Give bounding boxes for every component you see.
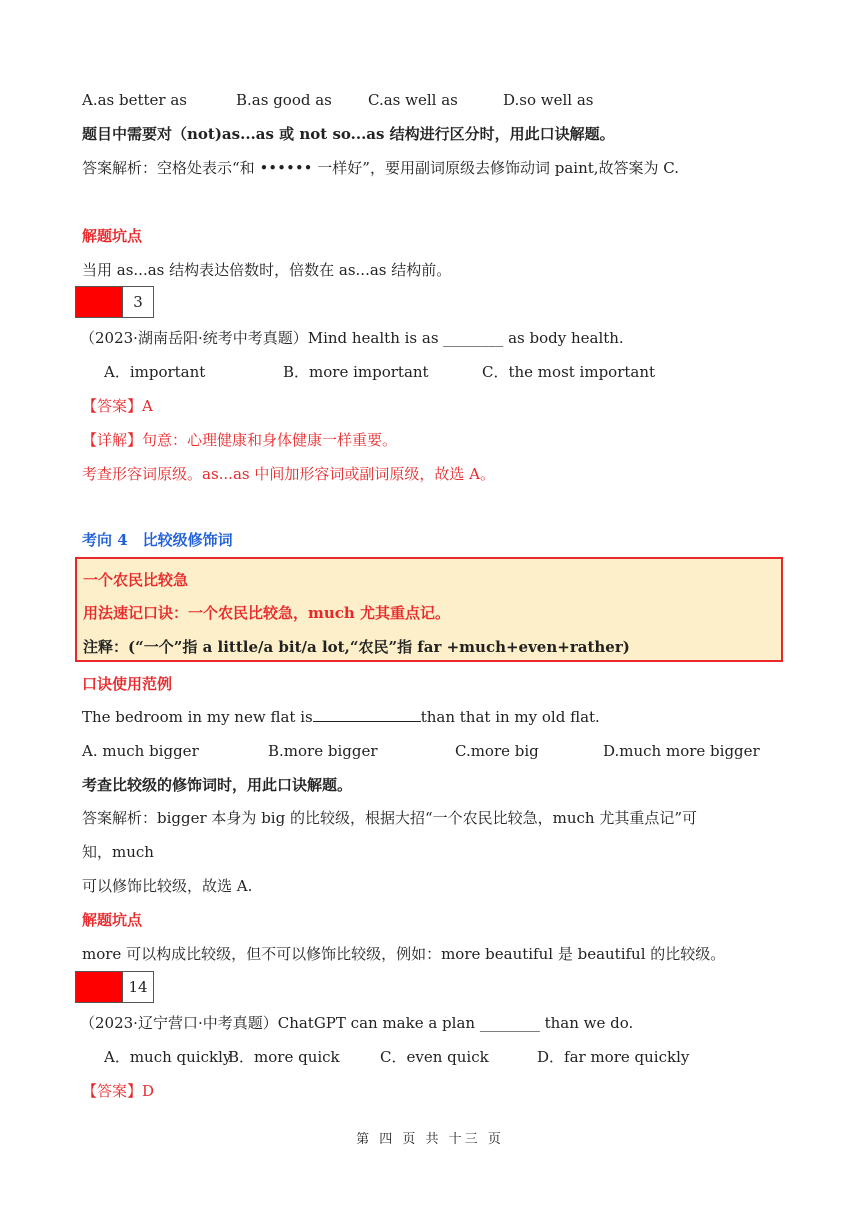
mnemonic-box [75, 557, 783, 662]
option-d: D.much more bigger [603, 742, 760, 760]
mnemonic-rule: 用法速记口诀：一个农民比较急，much 尤其重点记。 [83, 604, 451, 622]
pitfall-text: 当用 as...as 结构表达倍数时，倍数在 as...as 结构前。 [82, 261, 452, 279]
option-c: C.more big [455, 742, 539, 760]
option-a: A．important [104, 363, 206, 381]
answer-detail: 【详解】句意：心理健康和身体健康一样重要。 [82, 431, 398, 449]
option-b: B．more quick [228, 1048, 340, 1066]
prev-analysis: 答案解析：空格处表示“和 •••••• 一样好”，要用副词原级去修饰动词 paint,故答案为 C. [82, 159, 680, 177]
mnemonic-note: 注释：(“一个”指 a little/a bit/a lot,“农民”指 far +much+even+rather) [83, 638, 630, 656]
option-a: A.as better as [82, 91, 187, 109]
mnemonic-title: 一个农民比较急 [83, 571, 189, 589]
example-stem [82, 707, 600, 727]
example-blank [313, 707, 421, 722]
example-analysis-1: 答案解析：bigger 本身为 big 的比较级，根据大招“一个农民比较急，much 尤其重点记”可 [82, 809, 698, 827]
option-b: B．more important [283, 363, 429, 381]
pitfall-heading: 解题坑点 [82, 227, 143, 245]
example-analysis-3: 可以修饰比较级，故选 A. [82, 877, 253, 895]
option-c: C．even quick [380, 1048, 489, 1066]
prev-usage-note: 题目中需要对（not)as...as 或 not so...as 结构进行区分时，用此口诀解题。 [82, 125, 615, 143]
option-d: D.so well as [503, 91, 594, 109]
pitfall-heading-2: 解题坑点 [82, 911, 143, 929]
question-stem: （2023·辽宁营口·中考真题）ChatGPT can make a plan ________ than we do. [80, 1014, 634, 1032]
example-heading: 口诀使用范例 [82, 675, 173, 693]
option-c: C.as well as [368, 91, 458, 109]
option-b: B.as good as [236, 91, 332, 109]
example-usage-note: 考查比较级的修饰词时，用此口诀解题。 [82, 776, 353, 794]
question-number-box [75, 286, 154, 318]
section-title: 考向 4 比较级修饰词 [82, 531, 233, 549]
question-marker [75, 971, 123, 1003]
answer: 【答案】A [82, 397, 153, 415]
question-number: 14 [123, 971, 154, 1003]
pitfall-text-2: more 可以构成比较级，但不可以修饰比较级，例如：more beautiful 是 beautiful 的比较级。 [82, 945, 726, 963]
answer: 【答案】D [82, 1082, 155, 1100]
answer-detail-2: 考查形容词原级。as...as 中间加形容词或副词原级，故选 A。 [82, 465, 495, 483]
question-stem: （2023·湖南岳阳·统考中考真题）Mind health is as ________ as body health. [80, 329, 624, 347]
option-b: B.more bigger [268, 742, 378, 760]
example-analysis-2: 知，much [82, 843, 154, 861]
page-footer: 第 四 页 共 十三 页 [356, 1132, 504, 1147]
option-c: C．the most important [482, 363, 656, 381]
example-stem-before: The bedroom in my new flat is [82, 708, 313, 726]
option-a: A. much bigger [82, 742, 199, 760]
question-marker [75, 286, 123, 318]
question-number: 3 [123, 286, 154, 318]
example-stem-after: than that in my old flat. [420, 708, 600, 726]
question-number-box [75, 971, 154, 1003]
option-d: D．far more quickly [537, 1048, 690, 1066]
option-a: A．much quickly [104, 1048, 232, 1066]
